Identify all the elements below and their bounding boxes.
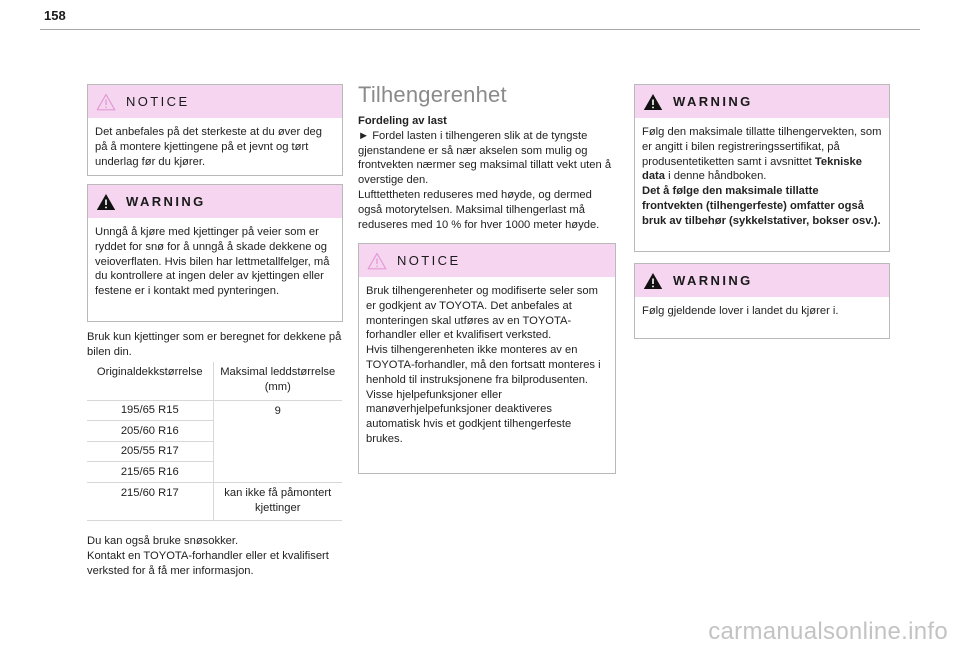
chain-size-table xyxy=(87,362,342,521)
warning-body: Unngå å kjøre med kjettinger på veier som er ryddet for snø for å unngå å skade dekkene og veioverflaten. Hvis bilen har lettmetallfelger, må du kontrollere at ingen deler av kjettingen eller festene er i kontakt med pynteringen. xyxy=(95,226,330,298)
chains-intro: Bruk kun kjettinger som er beregnet for dekkene på bilen din. xyxy=(87,331,342,358)
table-cell-size: 215/60 R17 xyxy=(87,482,213,520)
table-header-original-size: Originaldekkstørrelse xyxy=(87,362,213,400)
table-cell-value: kan ikke få påmontert kjettinger xyxy=(213,482,342,520)
warning-box-chains xyxy=(87,184,343,322)
warning-triangle-filled-icon xyxy=(643,93,663,111)
warning-title: WARNING xyxy=(126,194,206,209)
page-number: 158 xyxy=(44,8,66,23)
warning-header xyxy=(88,185,342,218)
warning-triangle-filled-icon xyxy=(643,272,663,290)
warning-title: WARNING xyxy=(673,273,753,288)
notice-box-chains xyxy=(87,84,343,176)
warning-header xyxy=(635,85,889,118)
table-cell-size: 195/65 R15 xyxy=(87,400,213,421)
warning-title: WARNING xyxy=(673,94,753,109)
chains-footer xyxy=(87,534,343,578)
warning-header xyxy=(635,264,889,297)
table-header-max-link-size: Maksimal leddstørrelse (mm) xyxy=(213,362,342,400)
table-cell-size: 205/55 R17 xyxy=(87,441,213,462)
notice-title: NOTICE xyxy=(397,253,461,268)
local-laws-body: Følg gjeldende lover i landet du kjører i. xyxy=(642,305,839,317)
notice-box-towbar xyxy=(358,243,616,474)
warning-triangle-filled-icon xyxy=(96,193,116,211)
load-subheading: Fordeling av last xyxy=(358,115,447,127)
warning-triangle-outline-icon xyxy=(367,252,387,270)
weight-text-a: Følg den maksimale tillatte tilhengervekten, som er angitt i bilen registreringssertifikat, på produsentetiketten samt i avsnittet xyxy=(642,126,882,168)
table-cell-size: 205/60 R16 xyxy=(87,421,213,442)
weight-paragraph xyxy=(642,125,882,184)
load-distribution xyxy=(358,114,616,232)
load-bullet xyxy=(358,129,616,188)
notice-para-3: Visse hjelpefunksjoner eller manøverhjelpefunksjoner deaktiveres automatisk hvis et godkjent tilhengerfeste brukes. xyxy=(366,388,572,445)
warning-box-local-laws xyxy=(634,263,890,339)
altitude-paragraph: Lufttettheten reduseres med høyde, og dermed også motorytelsen. Maksimal tilhengerlast må reduseres med 10 % for hver 1000 meter høyde. xyxy=(358,188,600,231)
notice-body: Det anbefales på det sterkeste at du øver deg på å montere kjettingene på et jevnt og tørt underlag før du kjører. xyxy=(95,126,322,168)
contact-dealer-line: Kontakt en TOYOTA-forhandler eller et kvalifisert verksted for å få mer informasjon. xyxy=(87,549,329,577)
table-cell-value: 9 xyxy=(213,400,342,482)
weight-text-b: i denne håndboken. xyxy=(665,170,767,183)
notice-para-1: Bruk tilhengerenheter og modifiserte seler som er godkjent av TOYOTA. Det anbefales at monteringen skal utføres av en TOYOTA-forhandler eller et kvalifisert verksted. xyxy=(366,285,598,342)
notice-header xyxy=(88,85,342,118)
notice-para-2: Hvis tilhengerenheten ikke monteres av en TOYOTA-forhandler, må den fortsatt monteres i henhold til instruksjonene fra bilprodusenten. xyxy=(366,344,601,386)
snow-socks-line: Du kan også bruke snøsokker. xyxy=(87,535,239,547)
table-cell-size: 215/65 R16 xyxy=(87,462,213,483)
bullet-text: Fordel lasten i tilhengeren slik at de tyngste gjenstandene er så nær akselen som mulig og frontvekten nærmer seg maksimal tillatt vekt uten å overstige den. xyxy=(358,129,612,187)
notice-title: NOTICE xyxy=(126,94,190,109)
watermark: carmanualsonline.info xyxy=(708,618,948,645)
top-rule xyxy=(40,29,920,30)
front-weight-paragraph: Det å følge den maksimale tillatte frontvekten (tilhengerfeste) omfatter også bruk av tilbehør (sykkelstativer, bokser osv.). xyxy=(642,185,881,227)
bullet-arrow-icon: ► xyxy=(358,129,370,142)
warning-box-trailer-weight xyxy=(634,84,890,252)
section-heading: Tilhengerenhet xyxy=(358,82,507,107)
notice-header xyxy=(359,244,615,277)
technical-data-ref: Tekniske data xyxy=(642,155,862,183)
warning-triangle-outline-icon xyxy=(96,93,116,111)
